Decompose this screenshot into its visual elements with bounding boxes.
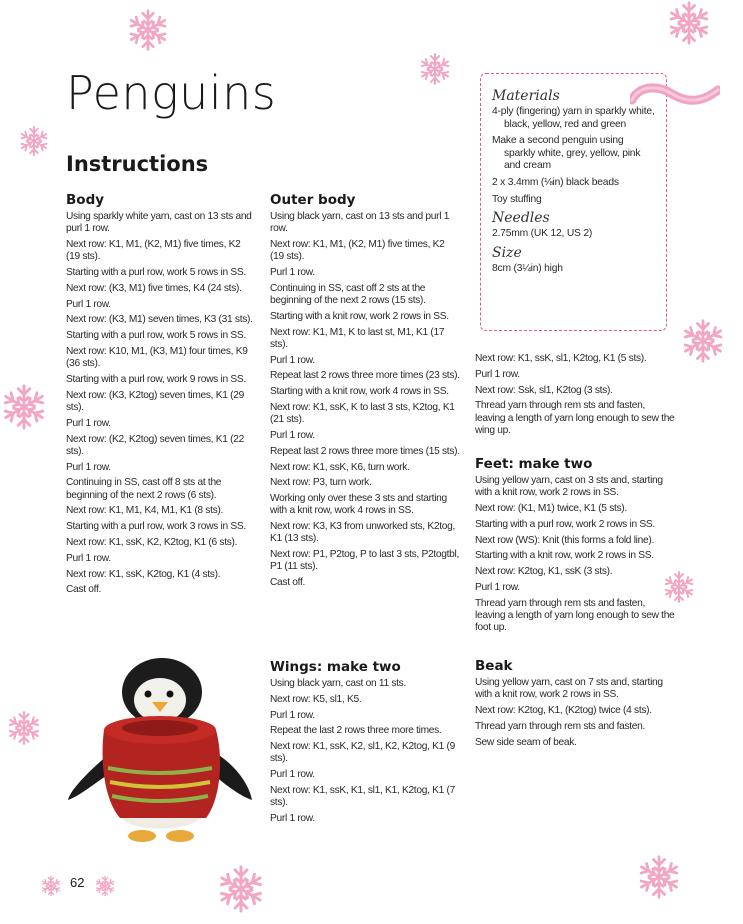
snowflake-icon — [126, 8, 170, 52]
instruction-line: Using yellow yarn, cast on 7 sts and, starting with a knit row, work 2 rows in SS. — [475, 677, 663, 701]
instruction-line: Purl 1 row. — [66, 298, 111, 310]
instruction-line: Purl 1 row. — [66, 417, 111, 429]
instruction-line: Next row: K1, ssK, K2, sl1, K2, K2tog, K1 (9 sts). — [270, 741, 455, 765]
instruction-line: Next row: (K3, M1) five times, K4 (24 sts). — [66, 282, 242, 294]
instruction-line: Starting with a purl row, work 5 rows in SS. — [66, 330, 246, 342]
page-number: 62 — [70, 875, 85, 890]
instruction-line: Starting with a knit row, work 2 rows in SS. — [270, 310, 449, 322]
outer-body-lines — [270, 211, 460, 589]
snowflake-icon — [216, 864, 266, 914]
body-lines — [66, 211, 256, 597]
instruction-line: Starting with a purl row, work 9 rows in SS. — [66, 373, 246, 385]
instruction-line: Next row: K1, M1, (K2, M1) five times, K2 (19 sts). — [66, 239, 241, 263]
snowflake-icon — [18, 125, 50, 157]
instruction-line: 2 x 3.4mm (⅛in) black beads — [492, 176, 619, 188]
feet-lines — [475, 475, 675, 634]
instruction-line: Using sparkly white yarn, cast on 13 sts and purl 1 row. — [66, 211, 252, 235]
instruction-line: Make a second penguin using sparkly white, grey, yellow, pink and cream — [492, 135, 641, 172]
instruction-line: Next row: K1, ssK, sl1, K2tog, K1 (5 sts). — [475, 353, 647, 364]
instruction-line: Repeat the last 2 rows three more times. — [270, 725, 442, 737]
ribbon-decoration — [630, 78, 720, 118]
snowflake-icon — [0, 383, 48, 431]
instruction-line: Thread yarn through rem sts and fasten, leaving a length of yarn long enough to sew the foot up. — [475, 597, 675, 634]
instruction-line: Repeat last 2 rows three more times (15 sts). — [270, 445, 460, 457]
snowflake-icon — [418, 52, 452, 86]
instruction-line: Repeat last 2 rows three more times (23 sts). — [270, 370, 460, 382]
instruction-line: Starting with a purl row, work 2 rows in SS. — [475, 518, 655, 530]
outer-body-heading: Outer body — [270, 192, 356, 208]
instruction-line: Purl 1 row. — [270, 812, 315, 824]
wings-lines — [270, 678, 460, 825]
instruction-line: Purl 1 row. — [475, 368, 520, 380]
instruction-line: Purl 1 row. — [270, 709, 315, 721]
instruction-line: Purl 1 row. — [270, 354, 315, 366]
wings-continued — [475, 353, 675, 441]
instruction-line: Starting with a knit row, work 4 rows in SS. — [270, 386, 449, 398]
instruction-line: Purl 1 row. — [270, 429, 315, 441]
snowflake-icon — [666, 0, 712, 46]
instruction-line: Purl 1 row. — [66, 461, 111, 473]
instruction-line: Starting with a purl row, work 3 rows in SS. — [66, 521, 246, 533]
instruction-line: Starting with a knit row, work 2 rows in SS. — [475, 550, 654, 562]
instruction-line: Cast off. — [66, 584, 102, 596]
feet-section — [475, 456, 675, 638]
instruction-line: Next row: K3, K3 from unworked sts, K2tog, K1 (13 sts). — [270, 521, 456, 545]
instruction-line: Next row: K5, sl1, K5. — [270, 693, 362, 705]
instruction-line: Next row: (K2, K2tog) seven times, K1 (22 sts). — [66, 433, 244, 457]
instruction-line: Thread yarn through rem sts and fasten. — [475, 720, 646, 732]
snowflake-icon — [94, 875, 116, 897]
instruction-line: Next row (WS): Knit (this forms a fold line). — [475, 534, 654, 546]
instruction-line: Next row: (K3, M1) seven times, K3 (31 sts). — [66, 314, 253, 326]
instruction-line: Next row: K10, M1, (K3, M1) four times, K9 (36 sts). — [66, 345, 248, 370]
instruction-line: Cast off. — [270, 577, 306, 589]
instruction-line: Purl 1 row. — [270, 769, 315, 781]
instruction-line: Next row: K1, M1, K to last st, M1, K1 (17 sts). — [270, 326, 445, 350]
instruction-line: Next row: (K1, M1) twice, K1 (5 sts). — [475, 503, 627, 514]
snowflake-icon — [636, 854, 682, 900]
instruction-line: Purl 1 row. — [270, 267, 315, 278]
instruction-line: Purl 1 row. — [66, 552, 111, 564]
instruction-line: Next row: K1, ssK, K to last 3 sts, K2tog, K1 (21 sts). — [270, 401, 455, 426]
instruction-line: Using yellow yarn, cast on 3 sts and, starting with a knit row, work 2 rows in SS. — [475, 475, 663, 499]
size-value: 8cm (3¼in) high — [492, 262, 563, 274]
instruction-line: Working only over these 3 sts and starting with a knit row, work 4 rows in SS. — [270, 493, 447, 517]
instruction-line: Next row: K1, M1, (K2, M1) five times, K2 (19 sts). — [270, 239, 445, 263]
instruction-line: Next row: K2tog, K1, (K2tog) twice (4 sts). — [475, 705, 652, 716]
instruction-line: Next row: P3, turn work. — [270, 477, 372, 489]
feet-heading: Feet: make two — [475, 456, 593, 472]
beak-heading: Beak — [475, 658, 513, 674]
beak-lines — [475, 677, 675, 749]
instruction-line: Using black yarn, cast on 13 sts and purl 1 row. — [270, 211, 450, 235]
instruction-line: Next row: K1, ssK, K6, turn work. — [270, 461, 410, 473]
instruction-line: Next row: K1, ssK, K2, K2tog, K1 (6 sts). — [66, 536, 238, 548]
materials-list — [492, 106, 656, 206]
instruction-line: Using black yarn, cast on 11 sts. — [270, 678, 406, 689]
outer-body-section — [270, 192, 460, 593]
page-title: Penguins — [66, 66, 277, 120]
wings-continued-lines — [475, 353, 675, 437]
wings-heading: Wings: make two — [270, 659, 401, 675]
instruction-line: Sew side seam of beak. — [475, 736, 577, 748]
materials-heading: Materials — [492, 88, 560, 104]
body-section — [66, 192, 256, 600]
snowflake-icon — [680, 318, 726, 364]
instruction-line: Starting with a purl row, work 5 rows in SS. — [66, 267, 246, 278]
instruction-line: Toy stuffing — [492, 193, 542, 205]
instruction-line: Purl 1 row. — [475, 581, 520, 593]
instruction-line: Continuing in SS, cast off 8 sts at the beginning of the next 2 rows (6 sts). — [66, 477, 222, 501]
instruction-line: Next row: Ssk, sl1, K2tog (3 sts). — [475, 384, 613, 396]
instruction-line: Next row: P1, P2tog, P to last 3 sts, P2togtbl, P1 (11 sts). — [270, 549, 459, 573]
instruction-line: Next row: K1, M1, K4, M1, K1 (8 sts). — [66, 505, 224, 517]
section-title-instructions: Instructions — [66, 152, 209, 176]
beak-section — [475, 658, 675, 752]
size-heading: Size — [492, 244, 522, 261]
snowflake-icon — [40, 875, 62, 897]
needles-heading: Needles — [492, 210, 550, 227]
needles-value: 2.75mm (UK 12, US 2) — [492, 228, 593, 240]
instruction-line: 4-ply (fingering) yarn in sparkly white, black, yellow, red and green — [492, 106, 655, 130]
instruction-line: Next row: (K3, K2tog) seven times, K1 (29 sts). — [66, 389, 244, 413]
body-heading: Body — [66, 192, 105, 208]
instruction-line: Next row: K2tog, K1, ssK (3 sts). — [475, 566, 613, 578]
snowflake-icon — [6, 710, 42, 746]
instruction-line: Continuing in SS, cast off 2 sts at the beginning of the next 2 rows (15 sts). — [270, 282, 426, 306]
instruction-line: Thread yarn through rem sts and fasten, leaving a length of yarn long enough to sew the wing up. — [475, 400, 675, 436]
knitted-penguin-illustration — [60, 650, 260, 850]
instruction-line: Next row: K1, ssK, K2tog, K1 (4 sts). — [66, 568, 221, 580]
instruction-line: Next row: K1, ssK, K1, sl1, K1, K2tog, K1 (7 sts). — [270, 784, 455, 809]
wings-section — [270, 659, 460, 829]
